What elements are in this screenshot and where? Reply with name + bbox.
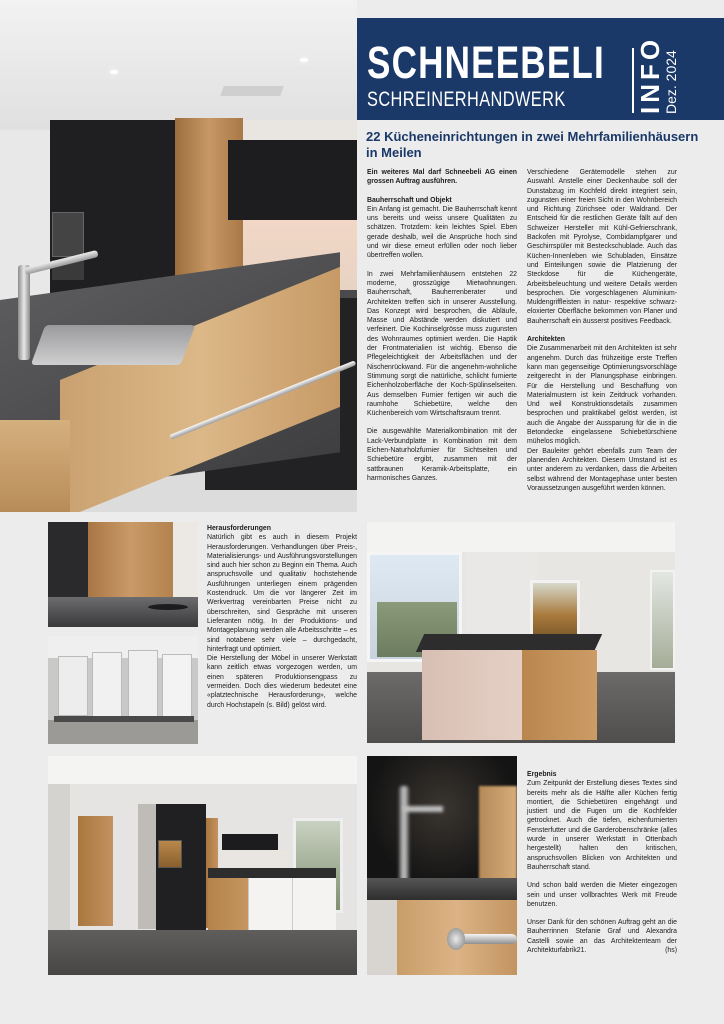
text-column-2 <box>527 168 677 502</box>
workshop-photo <box>48 636 198 744</box>
kitchen-overview-photo <box>48 756 357 975</box>
paragraph <box>527 918 677 955</box>
info-badge: INFO <box>635 35 665 114</box>
hero-kitchen-photo <box>0 0 357 512</box>
section-bauherrschaft <box>367 196 517 261</box>
section-heading: Ergebnis <box>527 771 557 778</box>
paragraph: Die Herstellung der Möbel in unserer Werkstatt kann zeitlich etwas vorgezogen werden, um einen späteren Produktionsengpass zu vermeiden. Doch dies wiederum bedeutet eine «platztechnische Herausforderung», welche durch Hochstapeln (s. Bild) gelöst wird. <box>207 655 357 709</box>
article-headline: 22 Kücheneinrichtungen in zwei Mehrfamilienhäusern in Meilen <box>366 129 699 160</box>
paragraph: Ein Anfang ist gemacht. Die Bauherrschaft kennt uns bereits und weiss unsere Qualitäten zu schätzen. Trotzdem: kein leichtes Spiel. Eben gerade deshalb, weil die Ansprüche hoch sind und wir diese erneut erfüllen oder noch lieber übertreffen wollen. <box>367 205 517 260</box>
paragraph: Die Zusammenarbeit mit den Architekten ist sehr angenehm. Durch das frühzeitige erste Treffen kann man gegenseitige Optimierungsvorschläge zeitgerecht in der Planungsphase einbringen. Für die Herstellung und Beschaffung von Materialmustern ist kein Zeitdruck vorhanden. Und weil Konstruktionsdetails zusammen besprochen und praktikabel gelöst werden, ist auch die Angabe der Aussparung für die in die Betondecke eingelassene Schiebetürschiene mühelos möglich. <box>527 345 677 446</box>
paragraph: Zum Zeitpunkt der Erstellung dieses Textes sind bereits mehr als die Hälfte aller Küchen fertig montiert, die Schiebetüren eingehängt und justiert und die Fugen um die Kochfelder getrocknet. Auch die tiefen, eichenfurnierten Fensterfutter und die Garderobenschränke (alles wurde in unserer Werkstatt in Ottenbach hergestellt) halten den kritischen, anspruchsvollen Blicken von Architekten und Bauherrschaft stand. <box>527 780 677 871</box>
thanks-text: Unser Dank für den schönen Auftrag geht an die Bauherrinnen Stefanie Graf und Alexandra Castelli sowie an das Architektenteam der Architekturfabrik21. <box>527 919 677 955</box>
section-heading: Herausforderungen <box>207 525 271 532</box>
section-heading: Bauherrschaft und Objekt <box>367 196 452 204</box>
result-text <box>527 770 677 955</box>
intro-paragraph: Ein weiteres Mal darf Schneebeli AG einen grossen Auftrag ausführen. <box>367 169 517 186</box>
section-architekten <box>527 335 677 447</box>
paragraph: Und schon bald werden die Mieter eingezogen sein und unser vollbrachtes Werk mit Freude benutzen. <box>527 882 677 908</box>
issue-date: Dez. 2024 <box>663 50 679 114</box>
text-column-1 <box>367 168 517 492</box>
masthead <box>357 18 724 120</box>
paragraph: Die ausgewählte Materialkombination mit der Lack-Verbundplatte in Kombination mit dem Eichen-Naturholzfurnier für Sichtseiten und Schiebetüre ergibt, zusammen mit der sattbraunen Keramik-Arbeitsplatte, ein harmonisches Ganzes. <box>367 428 517 482</box>
masthead-divider <box>632 48 634 113</box>
cabinet-detail-photo <box>48 522 198 627</box>
brand-name: SCHNEEBELI <box>367 37 605 88</box>
paragraph: Der Bauleiter gehört ebenfalls zum Team der planenden Architekten. Diesem Umstand ist es unter anderem zu verdanken, dass die Arbeiten selbst während der Montagephase unter besten Voraussetzungen ausgeführt werden können. <box>527 447 677 492</box>
paragraph: Verschiedene Gerätemodelle stehen zur Auswahl. Anstelle einer Deckenhaube soll der Dunstabzug im Kochfeld direkt integriert sein, zugunsten einer freien Sicht in den Wohnbereich und Richtung Zürichsee oder Waldrand. Der Entscheid für die restlichen Geräte fällt auf den Schweizer Hersteller mit Kühl-Gefrierschrank, Backofen mit Pyrolyse, Combidampfgarer und Geschirrspüler mit Besteckschublade. Auch das Küchen-Innenleben wie Schubladen, Einsätze und Einteilungen sowie die Platzierung der Steckdose für die Küchengeräte, Arbeitsbeleuchtung und weitere Details werden besprochen. Die vorgeschlagenen Aluminium-Muldengriffleisten in natur- respektive schwarz-eloxierter Oberfläche bekommen von Planer und Bauherrschaft ein äusserst positives Feedback. <box>527 169 677 325</box>
brand-subtitle: SCHREINERHANDWERK <box>367 88 566 111</box>
challenges-text <box>207 524 357 719</box>
paragraph: Natürlich gibt es auch in diesem Projekt Herausforderungen. Verhandlungen über Preis-, Materialisierungs- und Ausführungsvorstellungen sind auch hier schon zu Beginn ein Thema. Auch anspruchsvolle und qualitativ hochstehende Ausführungen unterliegen einem prägenden Kostendruck. Um die vor längerer Zeit im Werkvertrag vereinbarten Preise nicht zu überschreiten, sind Gespräche mit unseren Lieferanten nötig. In der Produktions- und Montageplanung werden alle Arbeitsschritte – es sind notabene sehr viele – durchgedacht, hinterfragt und optimiert. <box>207 534 357 653</box>
handle-detail-photo <box>367 756 517 975</box>
paragraph: In zwei Mehrfamilienhäusern entstehen 22 moderne, grosszügige Mietwohnungen. Bauherrschaft, Bauherrenberater und Architekten treffen sich in unserer Ausstellung. Das Konzept wird besprochen, die Abläufe, Masse und Abstände werden diskutiert und verfeinert. Die Kochinselgrösse muss zugunsten des Wohnraumes optimiert werden. Die Haptik der Frontmaterialien ist wichtig. Ebenso die Pflegeleichtigkeit der Arbeitsflächen und der Nischenrückwand. Für die angenehm-wohnliche Stimmung sorgt die natürliche, schlicht furnierte Eichenholzoberfläche der Koch-Spülinselseiten. Aus demselben Furnier fertigen wir auch die raumhohe Schiebetüre, welche den Küchenbereich vom Wirtschaftsraum trennt. <box>367 270 517 418</box>
author-initials: (hs) <box>665 947 677 955</box>
living-room-photo <box>367 522 675 743</box>
section-heading: Architekten <box>527 336 565 344</box>
